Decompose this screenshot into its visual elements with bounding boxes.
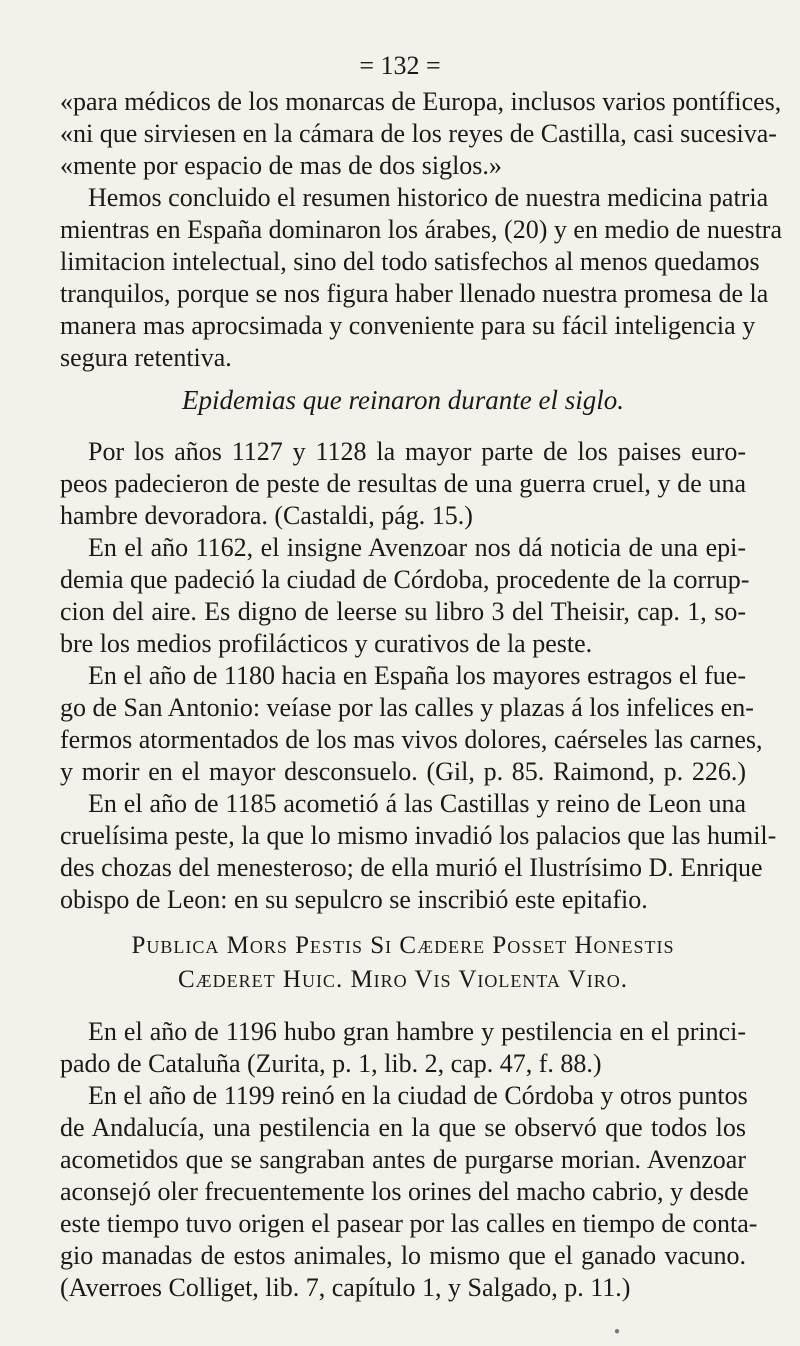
text-line: hambre devoradora. (Castaldi, pág. 15.): [60, 501, 473, 530]
text-line: fermos atormentados de los mas vivos dolores, caérseles las carnes,: [60, 725, 763, 754]
epitaph-line: Cæderet Huic. Miro Vis Violenta Viro.: [177, 966, 629, 993]
text-line: cruelísima peste, la que lo mismo invadió los palacios que las humil-: [60, 821, 777, 850]
text-line: segura retentiva.: [60, 343, 232, 372]
text-line: go de San Antonio: veíase por las calles y plazas á los infelices en-: [60, 693, 754, 722]
text-line: des chozas del menesteroso; de ella murió el Ilustrísimo D. Enrique: [60, 853, 763, 882]
text-line: de Andalucía, una pestilencia en la que se observó que todos los: [60, 1113, 746, 1142]
text-line: En el año de 1185 acometió á las Castillas y reino de Leon una: [88, 789, 746, 818]
text-line: aconsejó oler frecuentemente los orines del macho cabrio, y desde: [60, 1177, 749, 1206]
text-line: pado de Cataluña (Zurita, p. 1, lib. 2, cap. 47, f. 88.): [60, 1049, 602, 1078]
text-line: «ni que sirviesen en la cámara de los reyes de Castilla, casi sucesiva-: [60, 119, 777, 148]
text-line: acometidos que se sangraban antes de purgarse morian. Avenzoar: [60, 1145, 746, 1174]
text-line: este tiempo tuvo origen el pasear por las calles en tiempo de conta-: [60, 1209, 758, 1238]
text-line: Hemos concluido el resumen historico de nuestra medicina patria: [88, 183, 769, 212]
text-line: demia que padeció la ciudad de Córdoba, procedente de la corrup-: [60, 565, 750, 594]
text-line: tranquilos, porque se nos figura haber llenado nuestra promesa de la: [60, 279, 769, 308]
text-line: En el año de 1196 hubo gran hambre y pestilencia en el princi-: [88, 1017, 746, 1046]
section-heading: Epidemias que reinaron durante el siglo.: [182, 385, 624, 415]
text-line: manera mas aprocsimada y conveniente para su fácil inteligencia y: [60, 311, 756, 340]
text-line: limitacion intelectual, sino del todo satisfechos al menos quedamos: [60, 247, 760, 276]
text-line: En el año 1162, el insigne Avenzoar nos dá noticia de una epi-: [88, 533, 746, 562]
text-line: y morir en el mayor desconsuelo. (Gil, p. 85. Raimond, p. 226.): [60, 757, 746, 786]
text-line: En el año de 1180 hacia en España los mayores estragos el fue-: [88, 661, 746, 690]
text-line: peos padecieron de peste de resultas de una guerra cruel, y de una: [60, 469, 746, 498]
epitaph-line: Publica Mors Pestis Si Cædere Posset Honestis: [131, 932, 675, 959]
text-line: «para médicos de los monarcas de Europa, inclusos varios pontífices,: [60, 87, 782, 116]
text-line: (Averroes Colliget, lib. 7, capítulo 1, y Salgado, p. 11.): [60, 1273, 631, 1302]
text-line: gio manadas de estos animales, lo mismo que el ganado vacuno.: [60, 1241, 746, 1270]
ink-speck: ●: [614, 1326, 621, 1337]
text-line: bre los medios profilácticos y curativos de la peste.: [60, 629, 593, 658]
text-line: cion del aire. Es digno de leerse su libro 3 del Theisir, cap. 1, so-: [60, 597, 746, 626]
text-line: En el año de 1199 reinó en la ciudad de Córdoba y otros puntos: [88, 1081, 748, 1110]
text-line: obispo de Leon: en su sepulcro se inscribió este epitafio.: [60, 885, 648, 914]
page-number: = 132 =: [359, 51, 441, 80]
text-line: Por los años 1127 y 1128 la mayor parte de los paises euro-: [88, 437, 746, 466]
text-line: mientras en España dominaron los árabes, (20) y en medio de nuestra: [60, 215, 782, 244]
text-line: «mente por espacio de mas de dos siglos.»: [60, 151, 502, 180]
